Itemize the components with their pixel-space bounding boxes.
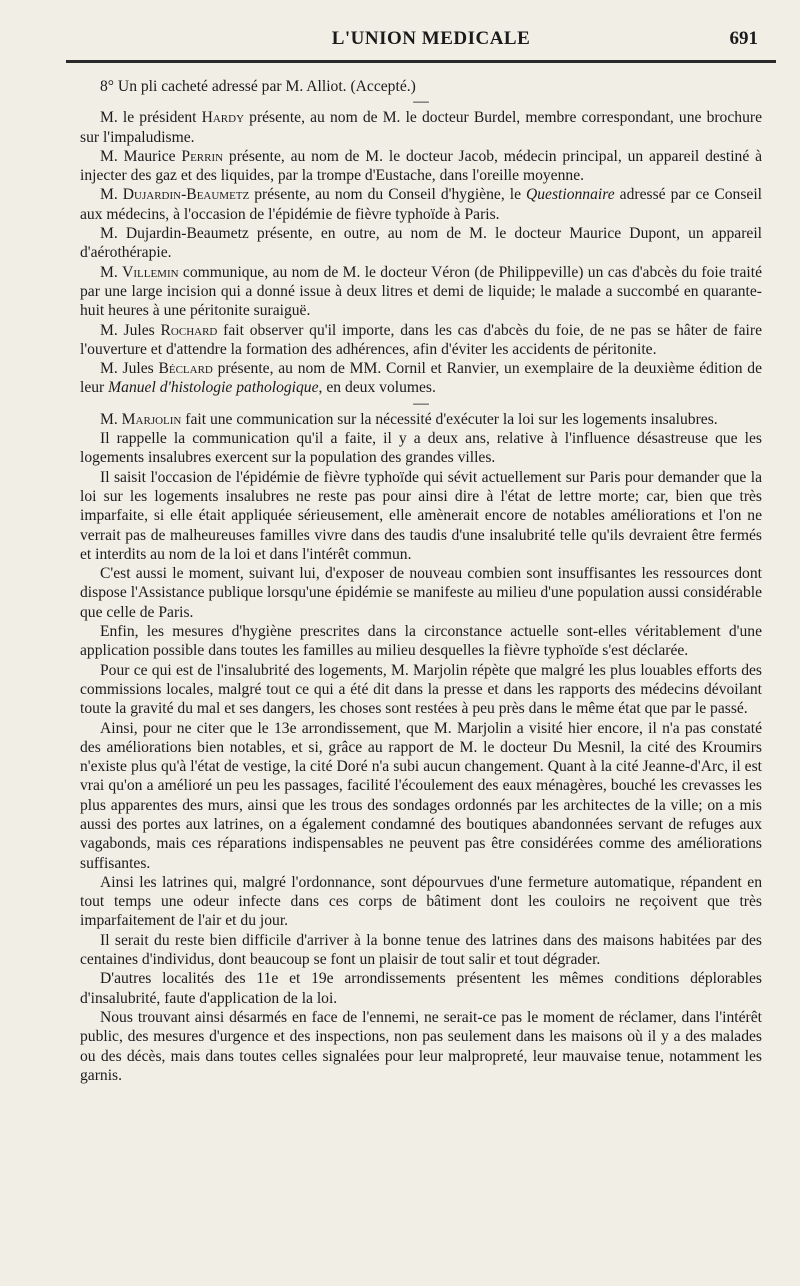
entry-rochard: M. Jules Rochard fait observer qu'il importe, dans les cas d'abcès du foie, de ne pas se hâter de faire l'ouverture et d'attendre la formation des adhérences, afin d'éviter les accidents de péritonite. bbox=[80, 321, 762, 358]
speaker-name: Perrin bbox=[181, 147, 224, 165]
speaker-name: Rochard bbox=[160, 321, 218, 339]
speaker-name: Marjolin bbox=[121, 410, 182, 428]
paragraph: Il rappelle la communication qu'il a faite, il y a deux ans, relative à l'influence désastreuse que les logements insalubres exercent sur la population des grandes villes. bbox=[80, 430, 762, 467]
paragraph: Ainsi, pour ne citer que le 13e arrondissement, que M. Marjolin a visité hier encore, il n'a pas constaté des améliorations bien notables, et si, grâce au rapport de M. le docteur Du Mesnil, la cité des Kroumirs n'existe plus qu'à l'état de vestige, la cité Doré n'a subi aucun changement. Quant à la cité Jeanne-d'Arc, il est vrai qu'on a amélioré un peu les passages, facilité l'écoulement des eaux ménagères, bouché les crevasses les plus apparentes des murs, ainsi que les trous des sondages ordonnés par les architectes de la ville; on a mis aussi des portes aux latrines, on a également condamné des boutiques abandonnées servant de refuges aux vagabonds, mais ces réparations indispensables ne peuvent pas être considérées comme des améliorations suffisantes. bbox=[80, 719, 762, 872]
paragraph: D'autres localités des 11e et 19e arrondissements présentent les mêmes conditions déplorables d'insalubrité, faute d'application de la loi. bbox=[80, 970, 762, 1007]
speaker-name: Villemin bbox=[122, 263, 179, 281]
paragraph: Ainsi les latrines qui, malgré l'ordonnance, sont dépourvues d'une fermeture automatique, répandent en tout temps une odeur infecte dans ces corps de bâtiment dont les couloirs ne reçoivent que très imparfaitement de l'air et du jour. bbox=[80, 873, 762, 930]
entry-beclard: M. Jules Béclard présente, au nom de MM. Cornil et Ranvier, un exemplaire de la deuxième édition de leur Manuel d'histologie pathologique, en deux volumes. bbox=[80, 360, 763, 397]
header-rule bbox=[66, 60, 776, 63]
work-title: Manuel d'histologie pathologique bbox=[108, 379, 319, 397]
entry-dujardin-2: M. Dujardin-Beaumetz présente, en outre, au nom de M. le docteur Maurice Dupont, un appareil d'aérothérapie. bbox=[80, 225, 762, 262]
page-header bbox=[80, 28, 762, 56]
entry-hardy: M. le président Hardy présente, au nom de M. le docteur Burdel, membre correspondant, une brochure sur l'impaludisme. bbox=[80, 109, 762, 146]
entry-dujardin-1: M. Dujardin-Beaumetz présente, au nom du Conseil d'hygiène, le Questionnaire adressé par ce Conseil aux médecins, à l'occasion de l'épidémie de fièvre typhoïde à Paris. bbox=[80, 186, 762, 223]
separator-dash: — bbox=[413, 394, 429, 412]
entry-marjolin: M. Marjolin fait une communication sur la nécessité d'exécuter la loi sur les logements insalubres. bbox=[100, 410, 718, 428]
entry-perrin: M. Maurice Perrin présente, au nom de M. le docteur Jacob, médecin principal, un appareil destiné à injecter des gaz et des liquides, par la trompe d'Eustache, dans l'oreille moyenne. bbox=[80, 147, 762, 185]
paragraph: Pour ce qui est de l'insalubrité des logements, M. Marjolin répète que malgré les plus louables efforts des commissions locales, malgré tout ce qui a été dit dans la presse et dans les rapports des médecins dévoilant toute la gravité du mal et ses dangers, les choses sont restées à peu près dans le même état que par le passé. bbox=[80, 661, 762, 718]
page-number: 691 bbox=[729, 28, 758, 49]
journal-title: L'UNION MEDICALE bbox=[331, 28, 531, 49]
speaker-name: Dujardin-Beaumetz bbox=[122, 186, 250, 204]
paragraph: Enfin, les mesures d'hygiène prescrites dans la circonstance actuelle sont-elles véritablement d'une application possible dans toutes les familles au milieu desquelles la fièvre typhoïde s'est déclarée. bbox=[80, 623, 762, 660]
body-text bbox=[80, 77, 762, 1085]
work-title: Questionnaire bbox=[526, 186, 615, 204]
speaker-name: Béclard bbox=[158, 360, 213, 378]
speaker-name: Hardy bbox=[201, 109, 245, 127]
paragraph: Il serait du reste bien difficile d'arriver à la bonne tenue des latrines dans des maisons habitées par des centaines d'individus, dont beaucoup se font un plaisir de tout salir et tout dégrader. bbox=[80, 931, 762, 969]
separator-dash: — bbox=[413, 93, 429, 111]
entry-sealed-letter: 8° Un pli cacheté adressé par M. Alliot. (Accepté.) bbox=[100, 78, 416, 95]
entry-villemin: M. Villemin communique, au nom de M. le docteur Véron (de Philippeville) un cas d'abcès du foie traité par une large incision qui a donné issue à deux litres et demi de liquide; le malade a succombé en quarante-huit heures à une péritonite suraiguë. bbox=[80, 263, 762, 320]
paragraph: C'est aussi le moment, suivant lui, d'exposer de nouveau combien sont insuffisantes les ressources dont dispose l'Assistance publique lorsqu'une épidémie se manifeste au milieu d'une population aussi considérable que celle de Paris. bbox=[80, 565, 762, 621]
paragraph: Il saisit l'occasion de l'épidémie de fièvre typhoïde qui sévit actuellement sur Paris pour demander que la loi sur les logements insalubres ne reste pas pour ainsi dire à l'état de lettre morte; car, bien que très imparfaite, si elle était appliquée sérieusement, elle amènerait encore de notables améliorations et l'on ne verrait pas de malheureuses familles vivre dans des taudis d'une insalubrité telle qu'ils devraient être fermés et interdits au nom de la loi et dans l'intérêt commun. bbox=[80, 468, 762, 563]
paragraph: Nous trouvant ainsi désarmés en face de l'ennemi, ne serait-ce pas le moment de réclamer, dans l'intérêt public, des mesures d'urgence et des inspections, non pas seulement dans les maisons où il y a des malades ou des décès, mais dans toutes celles signalées pour leur malpropreté, leur mauvaise tenue, notamment les garnis. bbox=[80, 1008, 762, 1084]
